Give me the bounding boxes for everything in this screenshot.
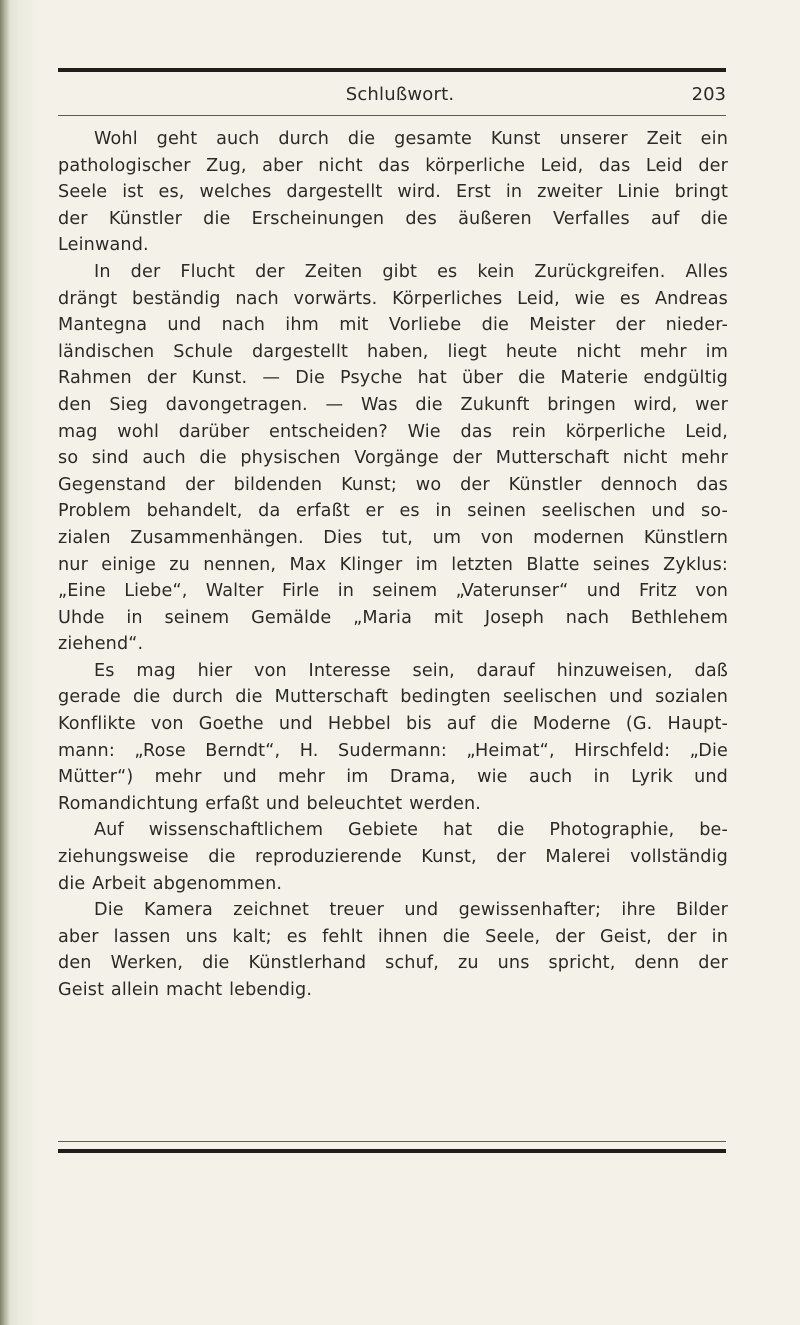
- running-header-title: Schlußwort.: [345, 84, 455, 105]
- text-line: Die Kamera zeichnet treuer und gewissenhafter; ihre Bilder: [94, 900, 728, 921]
- text-line: Auf wissenschaftlichem Gebiete hat die Photographie, be-: [94, 820, 728, 841]
- text-line: der Künstler die Erscheinungen des äußeren Verfalles auf die: [58, 208, 728, 229]
- text-line: zialen Zusammenhängen. Dies tut, um von modernen Künstlern: [58, 527, 728, 548]
- text-line: gerade die durch die Mutterschaft bedingten seelischen und sozialen: [58, 687, 728, 708]
- text-line: Gegenstand der bildenden Kunst; wo der Künstler dennoch das: [58, 474, 728, 495]
- text-line: den Sieg davongetragen. — Was die Zukunft bringen wird, wer: [58, 394, 728, 415]
- text-line: Seele ist es, welches dargestellt wird. Erst in zweiter Linie bringt: [58, 182, 728, 203]
- text-line: aber lassen uns kalt; es fehlt ihnen die Seele, der Geist, der in: [58, 926, 728, 947]
- page-number: 203: [691, 84, 726, 105]
- text-line: Konflikte von Goethe und Hebbel bis auf die Moderne (G. Haupt-: [58, 714, 728, 735]
- text-line: ziehend“.: [58, 634, 144, 655]
- text-line: ziehungsweise die reproduzierende Kunst, der Malerei vollständig: [58, 847, 728, 868]
- text-line: „Eine Liebe“, Walter Firle in seinem „Vaterunser“ und Fritz von: [58, 581, 728, 602]
- text-line: Problem behandelt, da erfaßt er es in seinen seelischen und so-: [58, 501, 728, 522]
- text-line: Uhde in seinem Gemälde „Maria mit Joseph nach Bethlehem: [58, 607, 728, 628]
- text-line: Romandichtung erfaßt und beleuchtet werden.: [58, 793, 481, 814]
- text-line: Mantegna und nach ihm mit Vorliebe die Meister der nieder-: [58, 315, 728, 336]
- page-edge-shadow: [0, 0, 10, 1325]
- text-line: In der Flucht der Zeiten gibt es kein Zurückgreifen. Alles: [94, 261, 728, 282]
- text-line: Wohl geht auch durch die gesamte Kunst unserer Zeit ein: [94, 129, 728, 149]
- text-line: pathologischer Zug, aber nicht das körperliche Leid, das Leid der: [58, 155, 728, 176]
- text-line: Es mag hier von Interesse sein, darauf hinzuweisen, daß: [94, 660, 728, 681]
- text-line: so sind auch die physischen Vorgänge der Mutterschaft nicht mehr: [58, 448, 728, 469]
- footer-rule-thin: [58, 1141, 726, 1142]
- text-line: mag wohl darüber entscheiden? Wie das rein körperliche Leid,: [58, 421, 728, 442]
- footer-rule-thick: [58, 1149, 726, 1153]
- text-line: ländischen Schule dargestellt haben, liegt heute nicht mehr im: [58, 341, 728, 362]
- text-line: Leinwand.: [58, 235, 149, 256]
- body-text: [58, 126, 728, 1004]
- text-line: Rahmen der Kunst. — Die Psyche hat über die Materie endgültig: [58, 368, 728, 389]
- text-line: nur einige zu nennen, Max Klinger im letzten Blatte seines Zyklus:: [58, 554, 728, 575]
- header-rule-thin: [58, 115, 726, 116]
- text-line: den Werken, die Künstlerhand schuf, zu uns spricht, denn der: [58, 953, 728, 974]
- header-rule-thick: [58, 68, 726, 72]
- text-line: Mütter“) mehr und mehr im Drama, wie auch in Lyrik und: [58, 767, 728, 788]
- text-line: Geist allein macht lebendig.: [58, 980, 313, 1000]
- text-line: die Arbeit abgenommen.: [58, 873, 283, 894]
- text-line: mann: „Rose Berndt“, H. Sudermann: „Heimat“, Hirschfeld: „Die: [58, 740, 728, 761]
- text-line: drängt beständig nach vorwärts. Körperliches Leid, wie es Andreas: [58, 288, 728, 309]
